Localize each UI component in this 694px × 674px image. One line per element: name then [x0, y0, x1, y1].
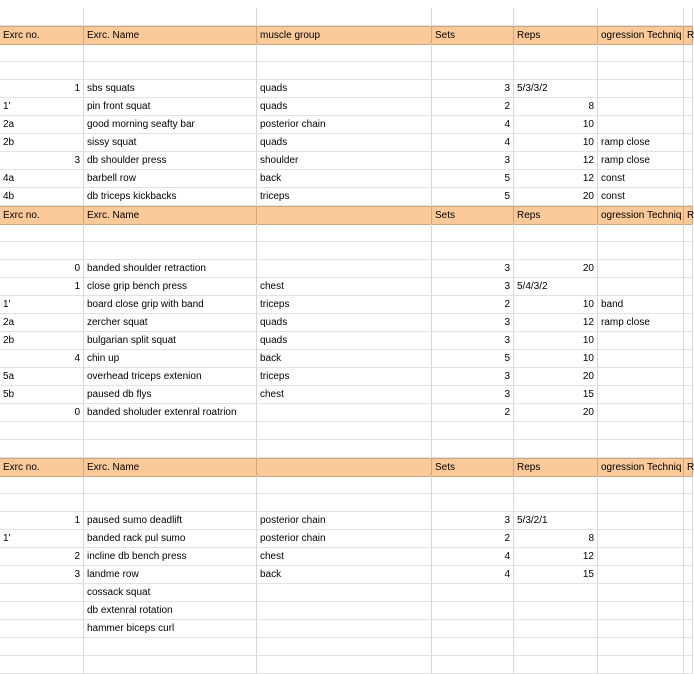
empty-cell[interactable]: [432, 44, 514, 62]
cell-sets[interactable]: 2: [432, 404, 514, 422]
cell-exrc-name[interactable]: banded shoulder retraction: [84, 260, 257, 278]
cell-extra[interactable]: [684, 80, 693, 98]
cell-muscle-group[interactable]: [257, 260, 432, 278]
empty-cell[interactable]: [84, 224, 257, 242]
cell-exrc-no[interactable]: 1: [0, 512, 84, 530]
cell-progression[interactable]: [598, 350, 684, 368]
empty-cell[interactable]: [0, 44, 84, 62]
header-extra[interactable]: R: [684, 207, 693, 225]
cell-sets[interactable]: [432, 602, 514, 620]
empty-cell[interactable]: [684, 242, 693, 260]
cell-reps[interactable]: 5/3/2/1: [514, 512, 598, 530]
cell-exrc-name[interactable]: bulgarian split squat: [84, 332, 257, 350]
cell-exrc-no[interactable]: 5a: [0, 368, 84, 386]
empty-cell[interactable]: [598, 422, 684, 440]
cell-reps[interactable]: 5/3/3/2: [514, 80, 598, 98]
empty-cell[interactable]: [514, 8, 598, 26]
header-progression[interactable]: ogression Techniq: [598, 459, 684, 477]
table-row: [0, 602, 693, 620]
cell-extra[interactable]: [684, 602, 693, 620]
cell-exrc-no[interactable]: 3: [0, 152, 84, 170]
cell-exrc-no[interactable]: 1': [0, 296, 84, 314]
empty-cell[interactable]: [84, 8, 257, 26]
header-progression[interactable]: ogression Techniq: [598, 27, 684, 45]
empty-cell[interactable]: [598, 62, 684, 80]
table-row: [0, 620, 693, 638]
cell-extra[interactable]: [684, 152, 693, 170]
empty-cell[interactable]: [432, 494, 514, 512]
empty-row: [0, 44, 693, 62]
empty-cell[interactable]: [84, 476, 257, 494]
empty-cell[interactable]: [432, 656, 514, 674]
empty-cell[interactable]: [684, 8, 693, 26]
cell-progression[interactable]: [598, 512, 684, 530]
cell-progression[interactable]: const: [598, 188, 684, 206]
empty-cell[interactable]: [257, 476, 432, 494]
cell-progression[interactable]: band: [598, 296, 684, 314]
cell-reps[interactable]: [514, 620, 598, 638]
header-progression[interactable]: ogression Techniq: [598, 207, 684, 225]
table-row: [0, 404, 693, 422]
cell-extra[interactable]: [684, 548, 693, 566]
table-row: [0, 116, 693, 134]
empty-cell[interactable]: [432, 638, 514, 656]
cell-sets[interactable]: 5: [432, 170, 514, 188]
cell-extra[interactable]: [684, 350, 693, 368]
cell-reps[interactable]: [514, 584, 598, 602]
cell-extra[interactable]: [684, 332, 693, 350]
empty-row: [0, 494, 693, 512]
cell-exrc-name[interactable]: hammer biceps curl: [84, 620, 257, 638]
header-exrc-name[interactable]: Exrc. Name: [84, 27, 257, 45]
empty-cell[interactable]: [257, 44, 432, 62]
cell-exrc-name[interactable]: barbell row: [84, 170, 257, 188]
cell-sets[interactable]: 4: [432, 116, 514, 134]
empty-cell[interactable]: [514, 494, 598, 512]
cell-exrc-no[interactable]: 4b: [0, 188, 84, 206]
cell-muscle-group[interactable]: chest: [257, 278, 432, 296]
cell-exrc-no[interactable]: 3: [0, 566, 84, 584]
cell-sets[interactable]: 4: [432, 566, 514, 584]
cell-exrc-name[interactable]: zercher squat: [84, 314, 257, 332]
cell-progression[interactable]: ramp close: [598, 152, 684, 170]
cell-muscle-group[interactable]: chest: [257, 548, 432, 566]
header-reps[interactable]: Reps: [514, 207, 598, 225]
cell-sets[interactable]: 3: [432, 80, 514, 98]
empty-cell[interactable]: [257, 656, 432, 674]
table-header-row: [0, 26, 693, 45]
cell-extra[interactable]: [684, 116, 693, 134]
cell-muscle-group[interactable]: triceps: [257, 188, 432, 206]
empty-row: [0, 638, 693, 656]
empty-cell[interactable]: [84, 638, 257, 656]
empty-cell[interactable]: [0, 422, 84, 440]
empty-cell[interactable]: [432, 440, 514, 458]
table-row: [0, 386, 693, 404]
empty-cell[interactable]: [84, 422, 257, 440]
cell-exrc-no[interactable]: 2b: [0, 332, 84, 350]
cell-sets[interactable]: 5: [432, 188, 514, 206]
cell-extra[interactable]: [684, 368, 693, 386]
empty-cell[interactable]: [84, 656, 257, 674]
cell-muscle-group[interactable]: quads: [257, 134, 432, 152]
empty-row: [0, 476, 693, 494]
cell-reps[interactable]: 15: [514, 566, 598, 584]
empty-cell[interactable]: [514, 638, 598, 656]
table-header-row: [0, 458, 693, 477]
empty-cell[interactable]: [0, 224, 84, 242]
cell-muscle-group[interactable]: posterior chain: [257, 116, 432, 134]
table-row: [0, 134, 693, 152]
empty-cell[interactable]: [684, 440, 693, 458]
empty-cell[interactable]: [84, 440, 257, 458]
cell-reps[interactable]: 10: [514, 116, 598, 134]
table-row: [0, 350, 693, 368]
cell-reps[interactable]: 12: [514, 548, 598, 566]
cell-sets[interactable]: [432, 620, 514, 638]
cell-extra[interactable]: [684, 134, 693, 152]
empty-cell[interactable]: [0, 656, 84, 674]
cell-exrc-no[interactable]: 1': [0, 530, 84, 548]
cell-sets[interactable]: 3: [432, 386, 514, 404]
cell-exrc-no[interactable]: 0: [0, 260, 84, 278]
cell-extra[interactable]: [684, 188, 693, 206]
cell-exrc-no[interactable]: 1: [0, 80, 84, 98]
cell-extra[interactable]: [684, 512, 693, 530]
cell-reps[interactable]: 20: [514, 188, 598, 206]
empty-cell[interactable]: [0, 440, 84, 458]
empty-row: [0, 656, 693, 674]
empty-cell[interactable]: [598, 494, 684, 512]
cell-reps[interactable]: 5/4/3/2: [514, 278, 598, 296]
cell-sets[interactable]: 3: [432, 368, 514, 386]
header-sets[interactable]: Sets: [432, 27, 514, 45]
empty-cell[interactable]: [0, 242, 84, 260]
cell-muscle-group[interactable]: posterior chain: [257, 530, 432, 548]
cell-exrc-name[interactable]: close grip bench press: [84, 278, 257, 296]
header-exrc-no[interactable]: Exrc no.: [0, 207, 84, 225]
empty-cell[interactable]: [257, 8, 432, 26]
cell-exrc-name[interactable]: chin up: [84, 350, 257, 368]
cell-sets[interactable]: 4: [432, 134, 514, 152]
cell-muscle-group[interactable]: back: [257, 170, 432, 188]
cell-sets[interactable]: 3: [432, 332, 514, 350]
cell-sets[interactable]: 3: [432, 152, 514, 170]
cell-progression[interactable]: [598, 260, 684, 278]
cell-exrc-name[interactable]: db extenral rotation: [84, 602, 257, 620]
empty-cell[interactable]: [514, 62, 598, 80]
empty-cell[interactable]: [257, 494, 432, 512]
empty-cell[interactable]: [257, 224, 432, 242]
header-reps[interactable]: Reps: [514, 27, 598, 45]
cell-exrc-no[interactable]: 2a: [0, 116, 84, 134]
cell-reps[interactable]: 12: [514, 152, 598, 170]
table-header-row: [0, 206, 693, 225]
empty-cell[interactable]: [0, 62, 84, 80]
empty-cell[interactable]: [684, 494, 693, 512]
table-row: [0, 170, 693, 188]
cell-progression[interactable]: [598, 332, 684, 350]
cell-exrc-no[interactable]: [0, 602, 84, 620]
cell-exrc-name[interactable]: landme row: [84, 566, 257, 584]
empty-cell[interactable]: [598, 44, 684, 62]
empty-cell[interactable]: [0, 494, 84, 512]
cell-exrc-no[interactable]: 2a: [0, 314, 84, 332]
empty-cell[interactable]: [514, 224, 598, 242]
cell-sets[interactable]: [432, 584, 514, 602]
table-row: [0, 530, 693, 548]
cell-exrc-no[interactable]: 2: [0, 548, 84, 566]
cell-extra[interactable]: [684, 404, 693, 422]
cell-muscle-group[interactable]: back: [257, 350, 432, 368]
empty-cell[interactable]: [84, 44, 257, 62]
cell-exrc-name[interactable]: incline db bench press: [84, 548, 257, 566]
table-row: [0, 296, 693, 314]
cell-progression[interactable]: [598, 386, 684, 404]
cell-exrc-no[interactable]: 4a: [0, 170, 84, 188]
cell-muscle-group[interactable]: back: [257, 566, 432, 584]
header-muscle-group[interactable]: muscle group: [257, 27, 432, 45]
cell-extra[interactable]: [684, 386, 693, 404]
empty-cell[interactable]: [84, 494, 257, 512]
cell-exrc-no[interactable]: 5b: [0, 386, 84, 404]
empty-row: [0, 422, 693, 440]
cell-sets[interactable]: 2: [432, 98, 514, 116]
empty-cell[interactable]: [684, 422, 693, 440]
empty-cell[interactable]: [514, 242, 598, 260]
cell-sets[interactable]: 3: [432, 278, 514, 296]
cell-sets[interactable]: 3: [432, 314, 514, 332]
cell-progression[interactable]: [598, 566, 684, 584]
empty-row: [0, 224, 693, 242]
cell-reps[interactable]: 10: [514, 296, 598, 314]
cell-exrc-name[interactable]: paused sumo deadlift: [84, 512, 257, 530]
cell-exrc-name[interactable]: board close grip with band: [84, 296, 257, 314]
table-row: [0, 548, 693, 566]
cell-progression[interactable]: [598, 620, 684, 638]
empty-cell[interactable]: [432, 242, 514, 260]
empty-cell[interactable]: [84, 62, 257, 80]
header-exrc-no[interactable]: Exrc no.: [0, 459, 84, 477]
cell-muscle-group[interactable]: quads: [257, 98, 432, 116]
empty-cell[interactable]: [598, 638, 684, 656]
empty-cell[interactable]: [684, 476, 693, 494]
cell-muscle-group[interactable]: triceps: [257, 296, 432, 314]
cell-reps[interactable]: 8: [514, 98, 598, 116]
cell-extra[interactable]: [684, 296, 693, 314]
empty-cell[interactable]: [684, 224, 693, 242]
table-row: [0, 80, 693, 98]
empty-cell[interactable]: [514, 656, 598, 674]
cell-exrc-name[interactable]: db shoulder press: [84, 152, 257, 170]
cell-exrc-name[interactable]: paused db flys: [84, 386, 257, 404]
cell-exrc-name[interactable]: pin front squat: [84, 98, 257, 116]
cell-reps[interactable]: 20: [514, 260, 598, 278]
cell-exrc-name[interactable]: overhead triceps extenion: [84, 368, 257, 386]
cell-extra[interactable]: [684, 98, 693, 116]
empty-cell[interactable]: [0, 8, 84, 26]
table-row: [0, 368, 693, 386]
cell-reps[interactable]: 20: [514, 368, 598, 386]
cell-exrc-name[interactable]: db triceps kickbacks: [84, 188, 257, 206]
empty-cell[interactable]: [432, 476, 514, 494]
table-row: [0, 152, 693, 170]
empty-cell[interactable]: [598, 242, 684, 260]
cell-progression[interactable]: [598, 584, 684, 602]
cell-exrc-name[interactable]: banded rack pul sumo: [84, 530, 257, 548]
empty-cell[interactable]: [257, 422, 432, 440]
empty-cell[interactable]: [684, 638, 693, 656]
header-muscle-group[interactable]: [257, 459, 432, 477]
empty-cell[interactable]: [257, 638, 432, 656]
cell-extra[interactable]: [684, 530, 693, 548]
empty-cell[interactable]: [0, 638, 84, 656]
cell-extra[interactable]: [684, 314, 693, 332]
cell-sets[interactable]: 4: [432, 548, 514, 566]
table-row: [0, 584, 693, 602]
cell-exrc-no[interactable]: [0, 584, 84, 602]
cell-reps[interactable]: 10: [514, 350, 598, 368]
cell-progression[interactable]: ramp close: [598, 134, 684, 152]
cell-reps[interactable]: 12: [514, 314, 598, 332]
table-row: [0, 260, 693, 278]
cell-exrc-no[interactable]: [0, 620, 84, 638]
cell-exrc-no[interactable]: 4: [0, 350, 84, 368]
cell-progression[interactable]: ramp close: [598, 314, 684, 332]
cell-exrc-name[interactable]: cossack squat: [84, 584, 257, 602]
cell-progression[interactable]: [598, 98, 684, 116]
cell-exrc-name[interactable]: good morning seafty bar: [84, 116, 257, 134]
header-extra[interactable]: R: [684, 459, 693, 477]
cell-progression[interactable]: [598, 80, 684, 98]
empty-cell[interactable]: [257, 62, 432, 80]
cell-exrc-name[interactable]: banded sholuder extenral roatrion: [84, 404, 257, 422]
empty-cell[interactable]: [598, 8, 684, 26]
cell-muscle-group[interactable]: quads: [257, 332, 432, 350]
cell-muscle-group[interactable]: triceps: [257, 368, 432, 386]
cell-reps[interactable]: 10: [514, 134, 598, 152]
cell-progression[interactable]: [598, 116, 684, 134]
cell-exrc-no[interactable]: 2b: [0, 134, 84, 152]
cell-reps[interactable]: 15: [514, 386, 598, 404]
header-reps[interactable]: Reps: [514, 459, 598, 477]
cell-extra[interactable]: [684, 170, 693, 188]
empty-cell[interactable]: [684, 44, 693, 62]
empty-cell[interactable]: [598, 656, 684, 674]
empty-cell[interactable]: [684, 62, 693, 80]
cell-sets[interactable]: 3: [432, 512, 514, 530]
cell-extra[interactable]: [684, 260, 693, 278]
header-exrc-no[interactable]: Exrc no.: [0, 27, 84, 45]
header-sets[interactable]: Sets: [432, 207, 514, 225]
cell-progression[interactable]: [598, 368, 684, 386]
cell-exrc-no[interactable]: 1: [0, 278, 84, 296]
table-row: [0, 512, 693, 530]
empty-row: [0, 242, 693, 260]
cell-exrc-no[interactable]: 1': [0, 98, 84, 116]
empty-cell[interactable]: [514, 476, 598, 494]
cell-sets[interactable]: 2: [432, 530, 514, 548]
empty-cell[interactable]: [257, 440, 432, 458]
cell-sets[interactable]: 2: [432, 296, 514, 314]
empty-cell[interactable]: [84, 242, 257, 260]
empty-row: [0, 8, 693, 26]
cell-muscle-group[interactable]: quads: [257, 80, 432, 98]
cell-extra[interactable]: [684, 584, 693, 602]
cell-reps[interactable]: 20: [514, 404, 598, 422]
table-row: [0, 278, 693, 296]
table-row: [0, 98, 693, 116]
cell-extra[interactable]: [684, 278, 693, 296]
empty-cell[interactable]: [684, 656, 693, 674]
empty-cell[interactable]: [432, 8, 514, 26]
cell-progression[interactable]: [598, 278, 684, 296]
cell-extra[interactable]: [684, 620, 693, 638]
table-row: [0, 566, 693, 584]
cell-muscle-group[interactable]: [257, 602, 432, 620]
cell-reps[interactable]: 8: [514, 530, 598, 548]
cell-muscle-group[interactable]: shoulder: [257, 152, 432, 170]
table-row: [0, 188, 693, 206]
cell-muscle-group[interactable]: [257, 404, 432, 422]
empty-cell[interactable]: [598, 440, 684, 458]
cell-extra[interactable]: [684, 566, 693, 584]
cell-reps[interactable]: [514, 602, 598, 620]
cell-progression[interactable]: [598, 548, 684, 566]
cell-exrc-no[interactable]: 0: [0, 404, 84, 422]
header-exrc-name[interactable]: Exrc. Name: [84, 207, 257, 225]
empty-cell[interactable]: [514, 440, 598, 458]
header-extra[interactable]: R: [684, 27, 693, 45]
table-row: [0, 314, 693, 332]
cell-progression[interactable]: [598, 404, 684, 422]
cell-muscle-group[interactable]: [257, 620, 432, 638]
cell-muscle-group[interactable]: posterior chain: [257, 512, 432, 530]
cell-sets[interactable]: 3: [432, 260, 514, 278]
cell-muscle-group[interactable]: [257, 584, 432, 602]
empty-cell[interactable]: [257, 242, 432, 260]
empty-row: [0, 62, 693, 80]
cell-muscle-group[interactable]: chest: [257, 386, 432, 404]
empty-cell[interactable]: [598, 476, 684, 494]
empty-cell[interactable]: [598, 224, 684, 242]
cell-sets[interactable]: 5: [432, 350, 514, 368]
table-row: [0, 332, 693, 350]
cell-progression[interactable]: [598, 530, 684, 548]
cell-exrc-name[interactable]: sbs squats: [84, 80, 257, 98]
empty-cell[interactable]: [514, 422, 598, 440]
cell-progression[interactable]: const: [598, 170, 684, 188]
cell-reps[interactable]: 10: [514, 332, 598, 350]
header-exrc-name[interactable]: Exrc. Name: [84, 459, 257, 477]
header-sets[interactable]: Sets: [432, 459, 514, 477]
cell-progression[interactable]: [598, 602, 684, 620]
empty-cell[interactable]: [432, 422, 514, 440]
cell-reps[interactable]: 12: [514, 170, 598, 188]
empty-cell[interactable]: [432, 224, 514, 242]
header-muscle-group[interactable]: [257, 207, 432, 225]
empty-row: [0, 440, 693, 458]
cell-muscle-group[interactable]: quads: [257, 314, 432, 332]
empty-cell[interactable]: [432, 62, 514, 80]
empty-cell[interactable]: [0, 476, 84, 494]
cell-exrc-name[interactable]: sissy squat: [84, 134, 257, 152]
empty-cell[interactable]: [514, 44, 598, 62]
